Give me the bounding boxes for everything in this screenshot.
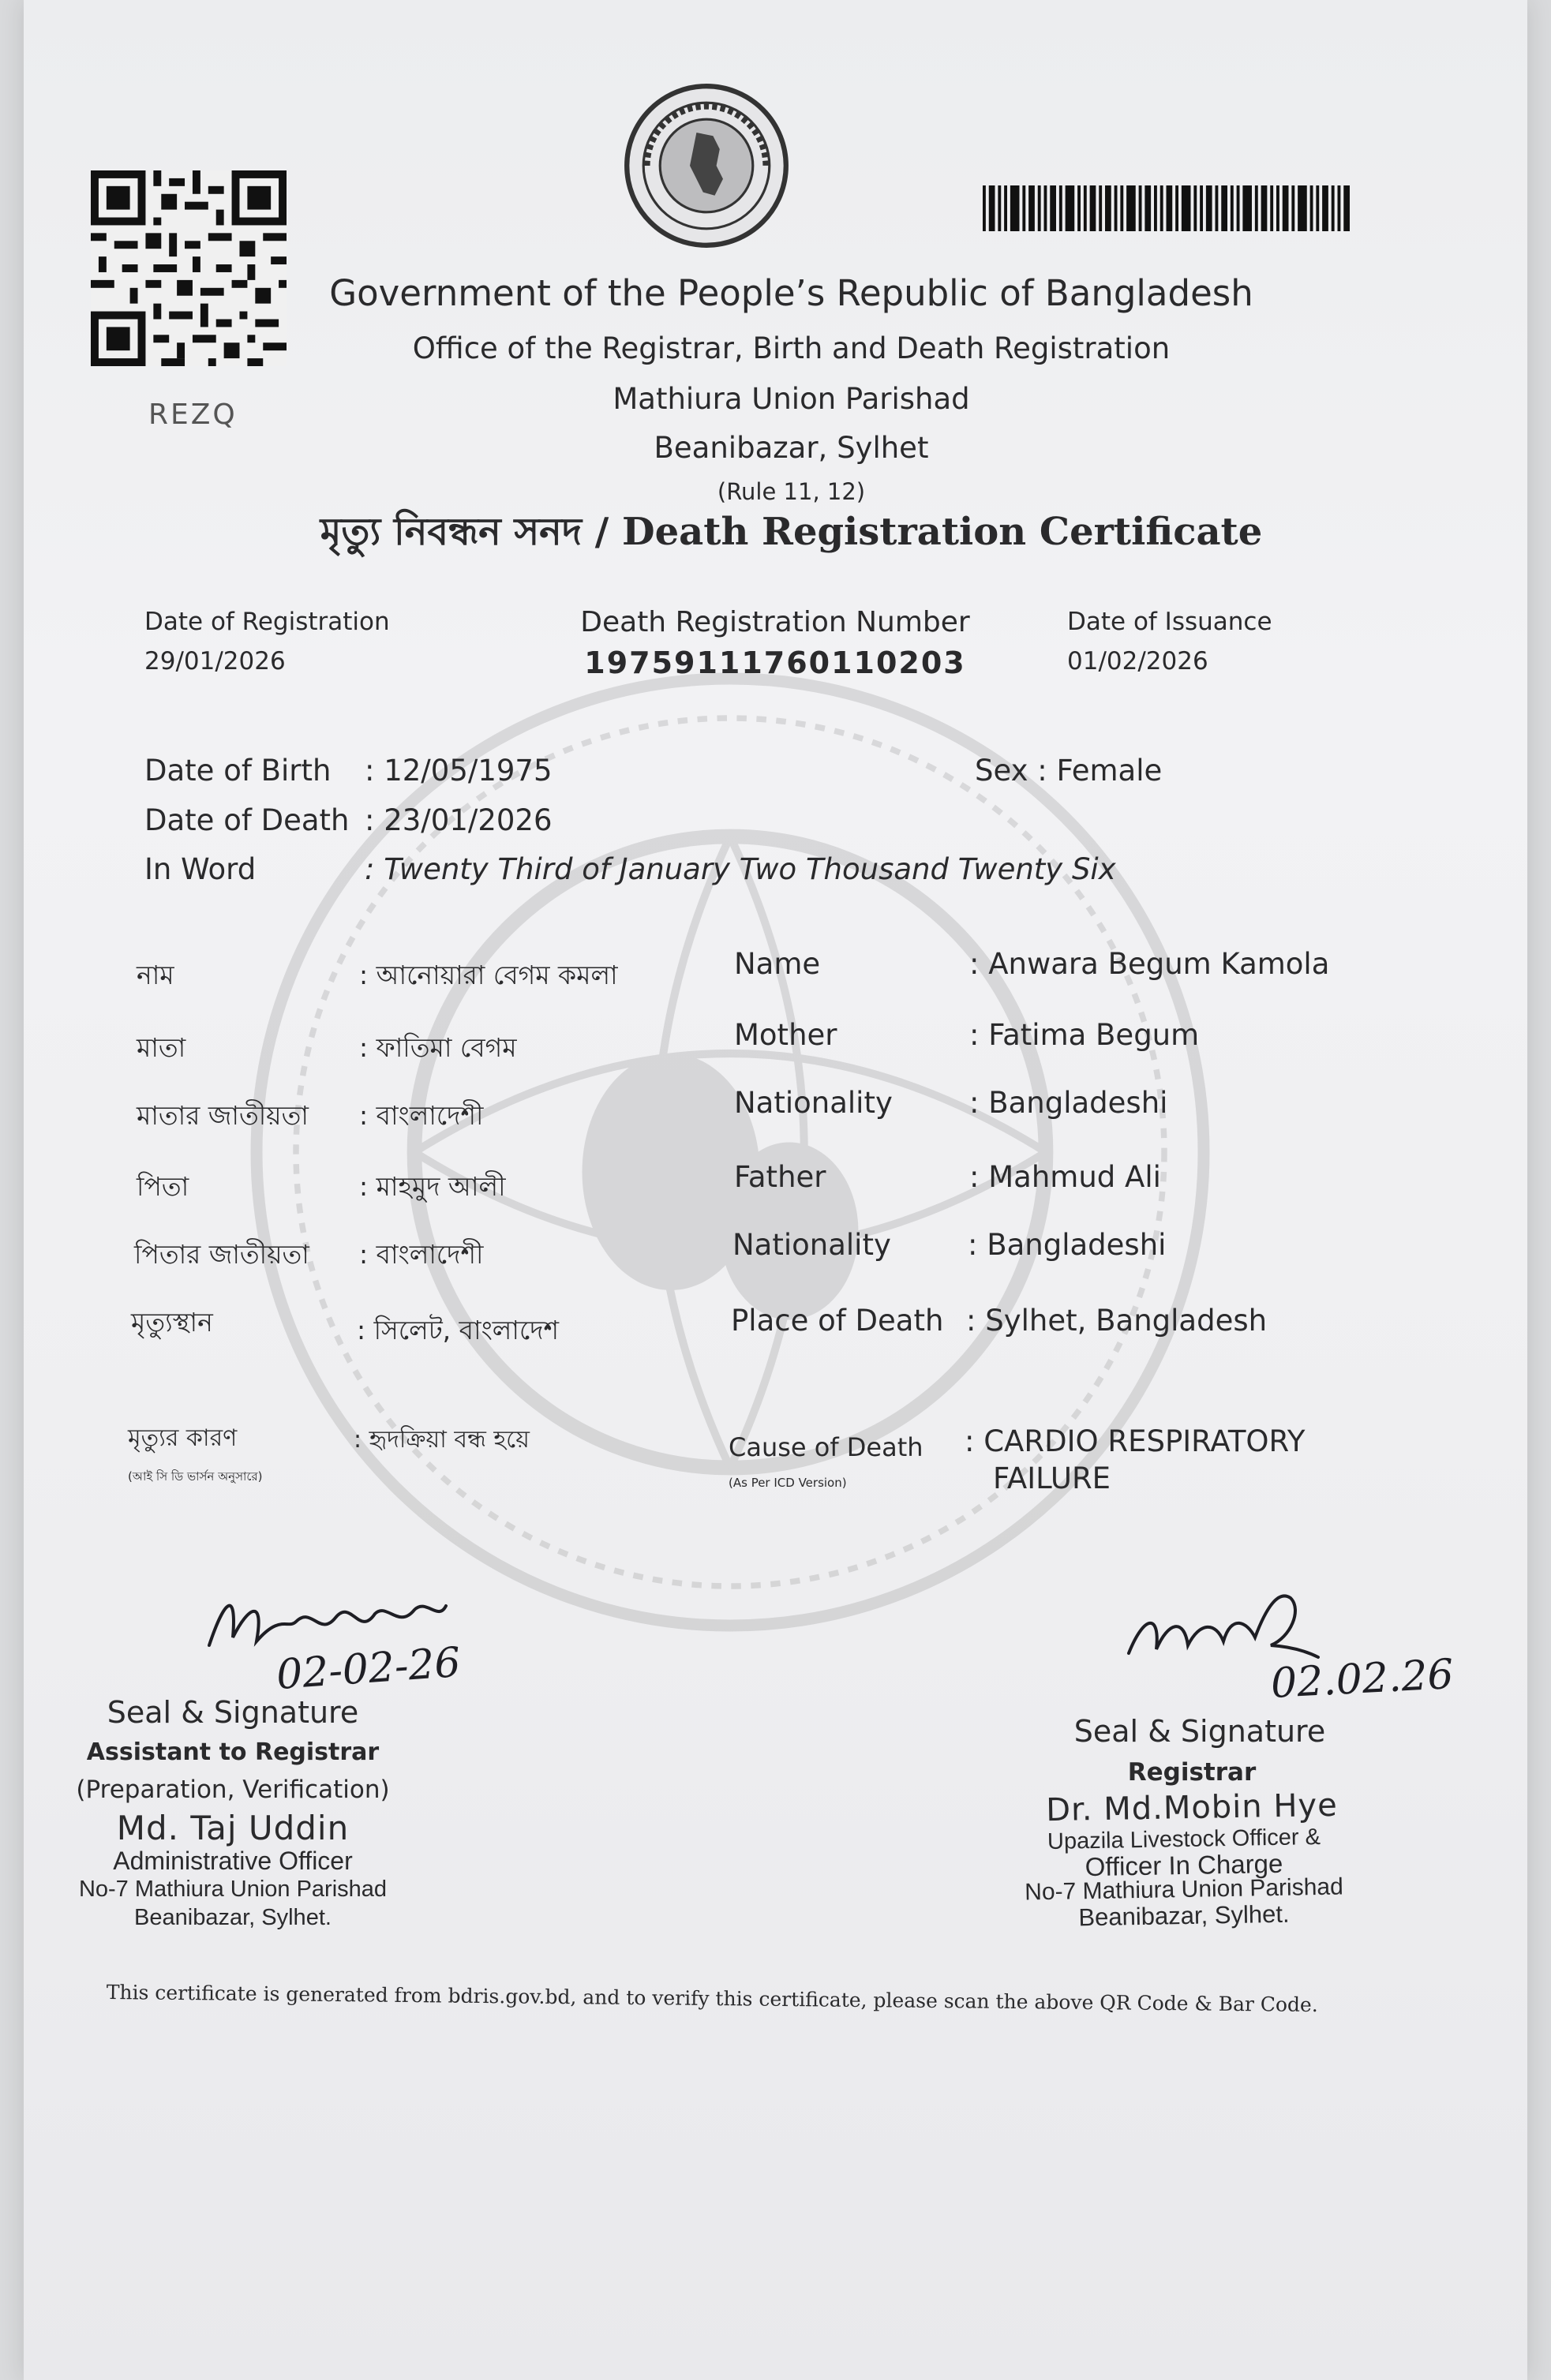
right-seal-label: Seal & Signature bbox=[1073, 1714, 1326, 1749]
cause-value-line-2: FAILURE bbox=[993, 1461, 1111, 1495]
right-designation-1: Upazila Livestock Officer & bbox=[1047, 1824, 1321, 1855]
cause-label: Cause of Death bbox=[729, 1432, 923, 1462]
in-word-label: In Word bbox=[144, 852, 257, 886]
left-place: Beanibazar, Sylhet. bbox=[134, 1905, 332, 1930]
name-value: : Anwara Begum Kamola bbox=[969, 947, 1330, 981]
right-place: Beanibazar, Sylhet. bbox=[1078, 1899, 1290, 1932]
father-label: Father bbox=[734, 1160, 826, 1194]
cause-bn-sub: (আই সি ডি ভার্সন অনুসারে) bbox=[128, 1469, 263, 1484]
place-of-death-bn-value: : সিলেট, বাংলাদেশ bbox=[357, 1315, 560, 1345]
right-handwritten-date: 02.02.26 bbox=[1269, 1650, 1455, 1708]
right-officer-name: Dr. Md.Mobin Hye bbox=[1045, 1787, 1339, 1829]
father-nationality-value: : Bangladeshi bbox=[968, 1228, 1167, 1262]
mother-bn-label: মাতা bbox=[137, 1032, 186, 1063]
right-designation-2: Officer In Charge bbox=[1085, 1848, 1283, 1882]
father-bn-value: : মাহমুদ আলী bbox=[359, 1171, 506, 1202]
mother-nationality-bn-value: : বাংলাদেশী bbox=[359, 1100, 484, 1131]
sex-value: Sex : Female bbox=[975, 754, 1163, 788]
left-designation: Administrative Officer bbox=[113, 1847, 353, 1875]
location-heading: Beanibazar, Sylhet bbox=[654, 431, 929, 465]
place-of-death-bn-label: মৃত্যুস্থান bbox=[131, 1307, 213, 1338]
registration-number-label: Death Registration Number bbox=[580, 606, 970, 638]
right-role: Registrar bbox=[1127, 1758, 1257, 1787]
dob-label: Date of Birth bbox=[144, 754, 332, 788]
cause-bn-label: মৃত্যুর কারণ bbox=[128, 1424, 238, 1452]
certificate-title: মৃত্যু নিবন্ধন সনদ / Death Registration Certificate bbox=[320, 510, 1263, 554]
dod-value: : 23/01/2026 bbox=[365, 803, 553, 837]
mother-value: : Fatima Begum bbox=[969, 1018, 1200, 1052]
government-seal-icon bbox=[624, 83, 789, 249]
verification-footer: This certificate is generated from bdris.gov.bd, and to verify this certificate, please scan the above QR Code & Bar Code. bbox=[106, 1981, 1318, 2017]
registration-date-value: 29/01/2026 bbox=[144, 647, 286, 675]
dob-value: : 12/05/1975 bbox=[365, 754, 553, 788]
registration-date-label: Date of Registration bbox=[144, 608, 390, 636]
office-heading: Office of the Registrar, Birth and Death Registration bbox=[412, 331, 1171, 365]
rule-reference: (Rule 11, 12) bbox=[717, 478, 866, 505]
issuance-date-value: 01/02/2026 bbox=[1067, 647, 1208, 675]
in-word-value: : Twenty Third of January Two Thousand Twenty Six bbox=[365, 852, 1116, 886]
left-role: Assistant to Registrar bbox=[86, 1738, 380, 1766]
left-officer-name: Md. Taj Uddin bbox=[116, 1809, 350, 1847]
father-bn-label: পিতা bbox=[137, 1171, 189, 1202]
left-seal-label: Seal & Signature bbox=[107, 1695, 359, 1730]
name-bn-label: নাম bbox=[137, 960, 174, 990]
place-of-death-label: Place of Death bbox=[731, 1304, 944, 1338]
mother-nationality-value: : Bangladeshi bbox=[969, 1086, 1168, 1120]
father-nationality-bn-label: পিতার জাতীয়তা bbox=[134, 1239, 309, 1270]
mother-bn-value: : ফাতিমা বেগম bbox=[359, 1032, 517, 1063]
father-nationality-bn-value: : বাংলাদেশী bbox=[359, 1239, 484, 1270]
barcode[interactable] bbox=[983, 185, 1350, 231]
name-bn-value: : আনোয়ারা বেগম কমলা bbox=[359, 960, 618, 990]
cause-bn-value: : হৃদক্রিয়া বন্ধ হয়ে bbox=[354, 1426, 530, 1454]
right-office: No-7 Mathiura Union Parishad bbox=[1024, 1873, 1344, 1906]
place-of-death-value: : Sylhet, Bangladesh bbox=[966, 1304, 1268, 1338]
mother-nationality-bn-label: মাতার জাতীয়তা bbox=[137, 1100, 309, 1131]
cause-sub: (As Per ICD Version) bbox=[729, 1476, 847, 1490]
qr-code-label: REZQ bbox=[148, 399, 238, 431]
dod-label: Date of Death bbox=[144, 803, 350, 837]
father-nationality-label: Nationality bbox=[732, 1228, 891, 1262]
left-role-sub: (Preparation, Verification) bbox=[76, 1776, 390, 1804]
registration-number-value: 19759111760110203 bbox=[584, 646, 966, 680]
government-heading: Government of the People’s Republic of Bangladesh bbox=[329, 272, 1253, 314]
left-office: No-7 Mathiura Union Parishad bbox=[78, 1877, 388, 1902]
issuance-date-label: Date of Issuance bbox=[1067, 608, 1272, 636]
cause-value-line-1: : CARDIO RESPIRATORY bbox=[965, 1424, 1306, 1458]
mother-label: Mother bbox=[734, 1018, 837, 1052]
union-heading: Mathiura Union Parishad bbox=[613, 382, 970, 416]
mother-nationality-label: Nationality bbox=[734, 1086, 893, 1120]
name-label: Name bbox=[734, 947, 821, 981]
left-handwritten-date: 02-02-26 bbox=[275, 1638, 463, 1700]
father-value: : Mahmud Ali bbox=[969, 1160, 1161, 1194]
